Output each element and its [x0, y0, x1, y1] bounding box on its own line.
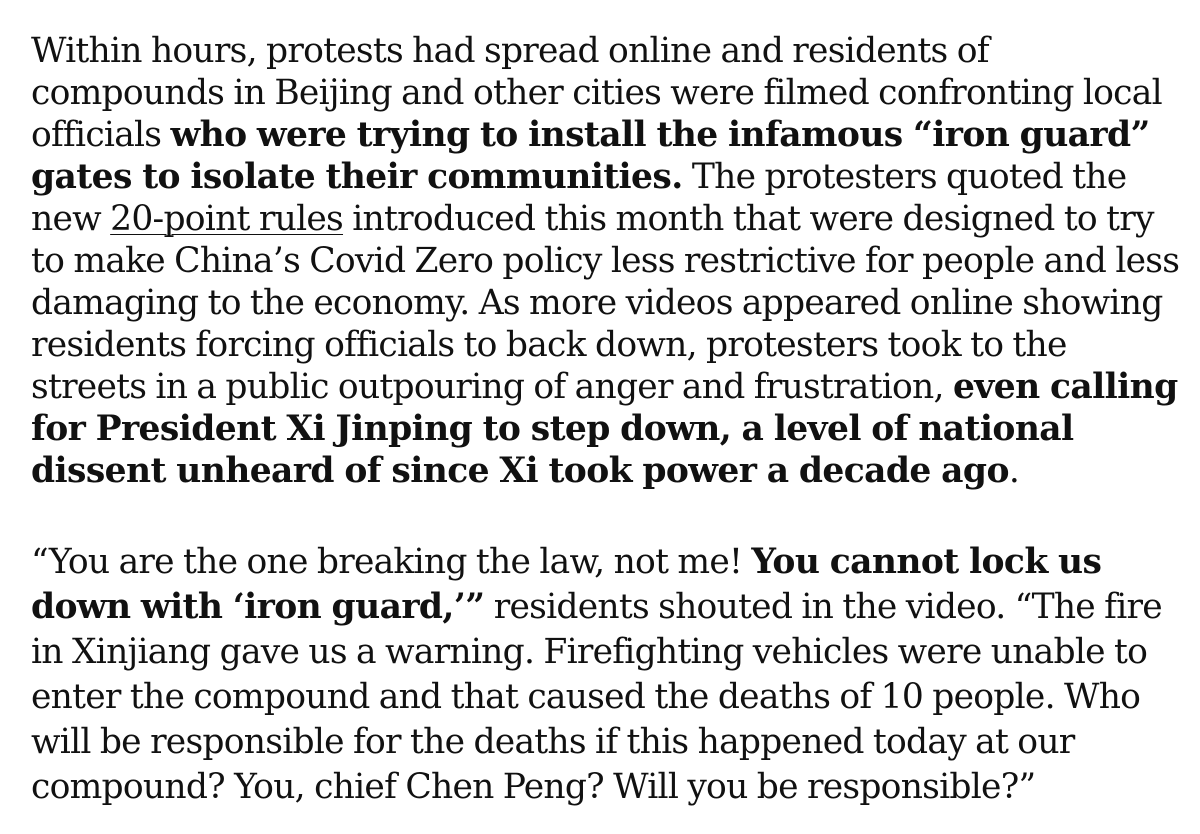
paragraph-1-text-1: Within hours, protests had spread online and residents of compounds in Beijing and other cities were filmed confronting local officials: [31, 31, 1162, 155]
paragraph-2-text-1: “You are the one breaking the law, not me!: [31, 542, 752, 582]
paragraph-1-text-4: .: [1008, 451, 1020, 491]
paragraph-2-text-2: residents shouted in the video. “The fire in Xinjiang gave us a warning. Firefighting vehicles were unable to enter the compound and that caused the deaths of 10 people. Who will be responsible for the deaths if this happened today at our compound? You, chief Chen Peng? Will you be responsible?”: [31, 587, 1162, 807]
article-body: [31, 30, 1181, 810]
paragraph-2-bold-1: You cannot lock us down with ‘iron guard,’”: [31, 542, 1102, 627]
paragraph-1-text-2: The protesters quoted the new: [31, 157, 1127, 239]
paragraph-1-bold-2: even calling for President Xi Jinping to step down, a level of national dissent unheard of since Xi took power a decade ago: [31, 367, 1178, 491]
paragraph-1-bold-1: who were trying to install the infamous “iron guard” gates to isolate their communities.: [31, 115, 1150, 197]
paragraph-1: [31, 30, 1181, 492]
paragraph-2: [31, 540, 1181, 810]
paragraph-1-text-3: introduced this month that were designed to try to make China’s Covid Zero policy less restrictive for people and less damaging to the economy. As more videos appeared online showing residents forcing officials to back down, protesters took to the streets in a public outpouring of anger and frustration,: [31, 199, 1180, 407]
rules-link[interactable]: 20-point rules: [110, 199, 344, 239]
